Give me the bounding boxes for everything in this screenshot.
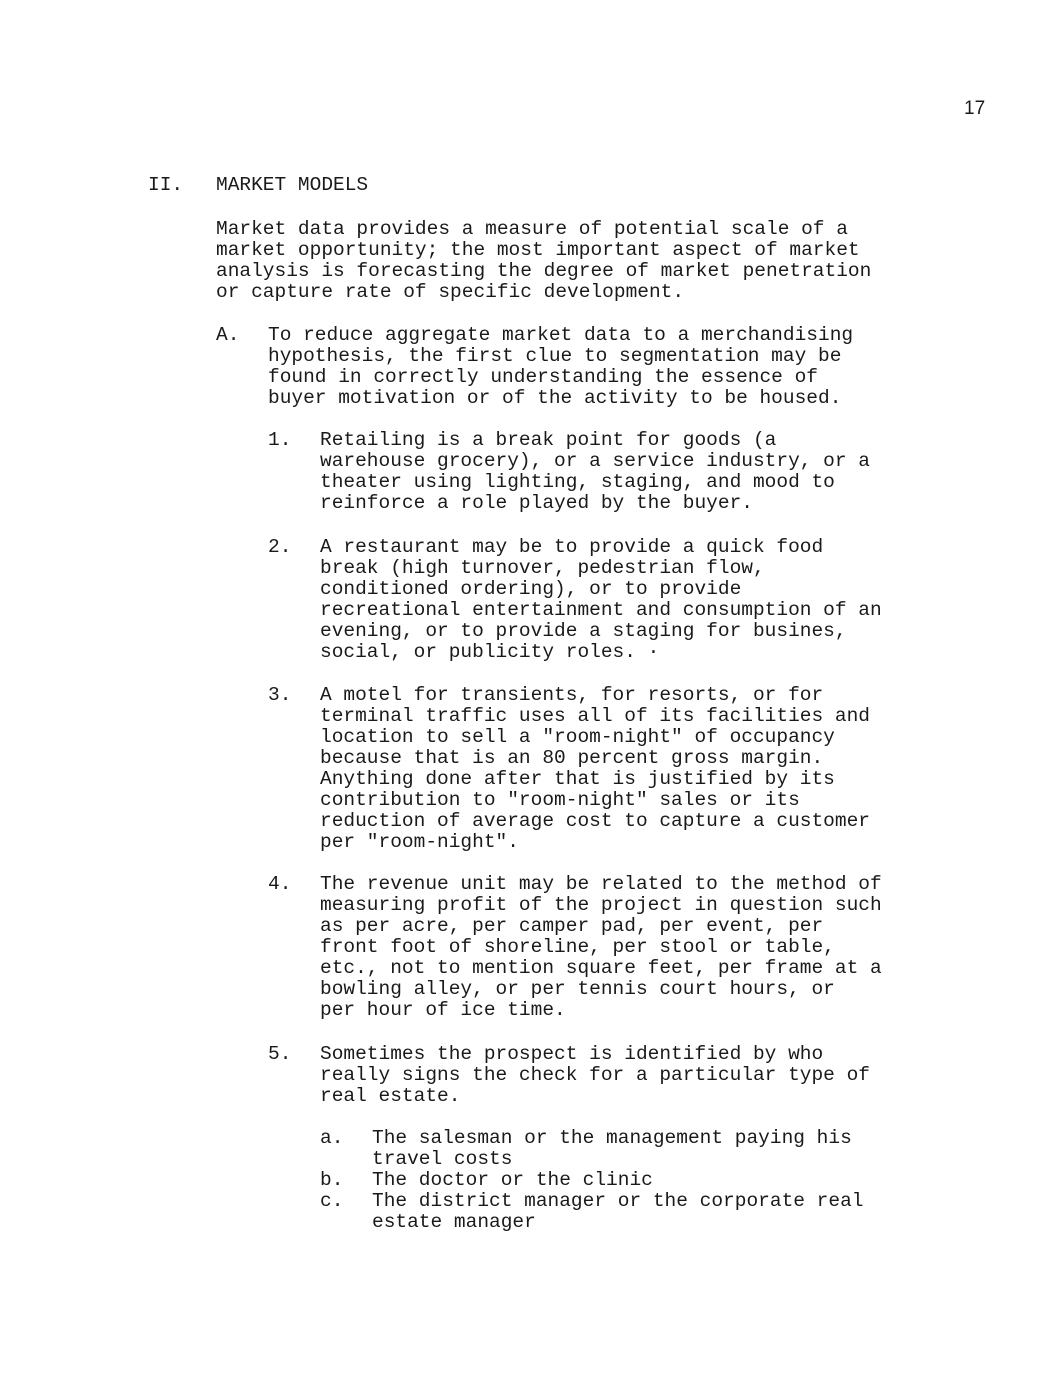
point-a-marker: A. — [216, 324, 240, 346]
subitem-c-text: The district manager or the corporate real estate manager — [372, 1190, 864, 1233]
subitem-b-marker: b. — [320, 1169, 344, 1191]
item-4-paragraph: The revenue unit may be related to the method of measuring profit of the project in question such as per acre, per camper pad, per event, per front foot of shoreline, per stool or table, etc., not to mention square feet, per frame at a bowling alley, or per tennis court hours, or per hour of ice time. — [320, 873, 882, 1021]
item-2-paragraph: A restaurant may be to provide a quick food break (high turnover, pedestrian flow, conditioned ordering), or to provide recreational entertainment and consumption of an evening, or to provide a staging for busines, social, or publicity roles. · — [320, 536, 882, 663]
intro-paragraph: Market data provides a measure of potential scale of a market opportunity; the most important aspect of market analysis is forecasting the degree of market penetration or capture rate of specific development. — [216, 218, 872, 303]
subitem-a — [320, 1128, 863, 1170]
point-a-paragraph: To reduce aggregate market data to a merchandising hypothesis, the first clue to segmentation may be found in correctly understanding the essence of buyer motivation or of the activity to be housed. — [268, 324, 854, 409]
item-3-marker: 3. — [268, 684, 292, 706]
item-5-paragraph: Sometimes the prospect is identified by who really signs the check for a particular type of real estate. — [320, 1043, 870, 1107]
subitem-list — [320, 1128, 863, 1233]
section-number: II. — [148, 174, 184, 196]
page-number: 17 — [964, 98, 986, 119]
subitem-b — [320, 1170, 863, 1191]
item-2-marker: 2. — [268, 536, 292, 558]
section-title: MARKET MODELS — [216, 174, 369, 196]
item-3-paragraph: A motel for transients, for resorts, or for terminal traffic uses all of its facilities and location to sell a "room-night" of occupancy because that is an 80 percent gross margin. Anything done after that is justified by its contribution to "room-night" sales or its reduction of average cost to capture a customer per "room-night". — [320, 684, 870, 853]
subitem-a-text: The salesman or the management paying his travel costs — [372, 1127, 852, 1170]
subitem-c-marker: c. — [320, 1190, 344, 1212]
item-4-marker: 4. — [268, 873, 292, 895]
subitem-c — [320, 1191, 863, 1233]
subitem-b-text: The doctor or the clinic — [372, 1169, 653, 1191]
item-1-marker: 1. — [268, 429, 292, 451]
subitem-a-marker: a. — [320, 1127, 344, 1149]
item-1-paragraph: Retailing is a break point for goods (a warehouse grocery), or a service industry, or a theater using lighting, staging, and mood to reinforce a role played by the buyer. — [320, 429, 870, 514]
item-5-marker: 5. — [268, 1043, 292, 1065]
